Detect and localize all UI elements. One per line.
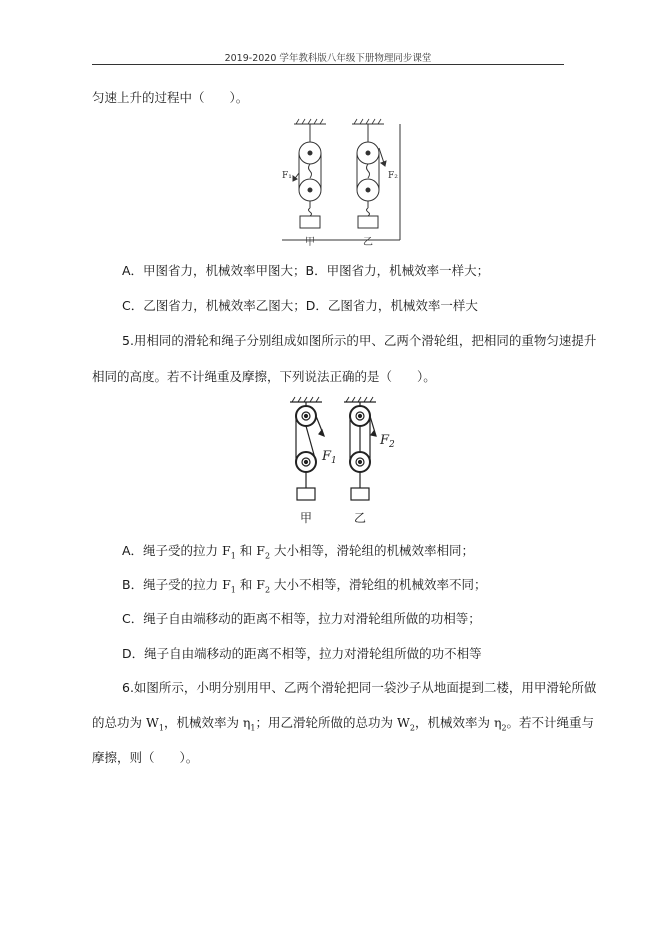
weight-right bbox=[358, 216, 378, 228]
page-header: 2019-2020 学年教科版八年级下册物理同步课堂 bbox=[224, 53, 432, 64]
force-label-f2: F₂ bbox=[388, 171, 398, 181]
force-label-f1: $F_1$ bbox=[322, 449, 337, 466]
weight-left bbox=[300, 216, 320, 228]
q6-line1: 6.如图所示，小明分别用甲、乙两个滑轮把同一袋沙子从地面提到二楼，用甲滑轮所做 bbox=[122, 680, 597, 695]
q4-pulley-figure bbox=[282, 118, 406, 248]
q6-line3: 摩擦，则（ ）。 bbox=[92, 750, 199, 765]
figure-label-yi: 乙 bbox=[363, 237, 373, 248]
q4-option-ab: A．甲图省力，机械效率甲图大；B．甲图省力，机械效率一样大； bbox=[122, 263, 490, 278]
figure-label-jia: 甲 bbox=[305, 237, 315, 248]
q5-pulley-figure bbox=[284, 396, 404, 528]
weight-jia bbox=[297, 488, 315, 500]
force-label-f1: F₁ bbox=[282, 171, 292, 181]
q5-option-c: C．绳子自由端移动的距离不相等，拉力对滑轮组所做的功相等； bbox=[122, 611, 481, 626]
q4-option-cd: C．乙图省力，机械效率乙图大；D．乙图省力，机械效率一样大 bbox=[122, 298, 478, 313]
q5-stem-line2: 相同的高度。若不计绳重及摩擦，下列说法正确的是（ ）。 bbox=[92, 369, 436, 384]
q5-option-d: D．绳子自由端移动的距离不相等，拉力对滑轮组所做的功不相等 bbox=[122, 646, 482, 661]
q5-option-a: A．绳子受的拉力 $F_1$ 和 $F_2$ 大小相等，滑轮组的机械效率相同； bbox=[122, 543, 475, 561]
force-label-f2: $F_2$ bbox=[380, 433, 395, 450]
figure-label-yi: 乙 bbox=[353, 511, 367, 525]
figure-label-jia: 甲 bbox=[299, 511, 313, 525]
q6-line2: 的总功为 $W_1$，机械效率为 $\eta_1$；用乙滑轮所做的总功为 $W_2$，机械效率为 $\eta_2$。若不计绳重与 bbox=[92, 715, 595, 733]
q4-stem: 匀速上升的过程中（ ）。 bbox=[92, 90, 249, 105]
q5-option-b: B．绳子受的拉力 $F_1$ 和 $F_2$ 大小不相等，滑轮组的机械效率不同； bbox=[122, 577, 487, 595]
weight-yi bbox=[351, 488, 369, 500]
q5-stem-line1: 5.用相同的滑轮和绳子分别组成如图所示的甲、乙两个滑轮组，把相同的重物匀速提升 bbox=[122, 333, 597, 348]
header-divider bbox=[92, 64, 564, 65]
